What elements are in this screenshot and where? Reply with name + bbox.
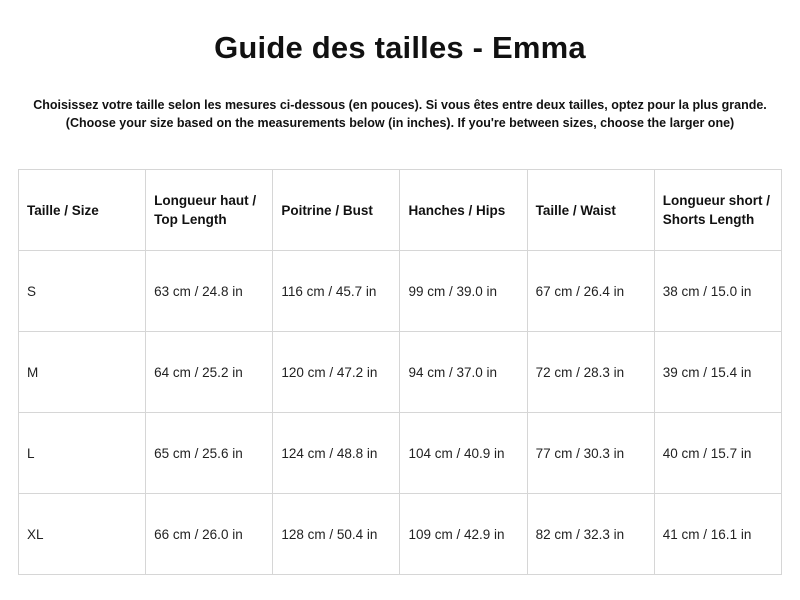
cell-top-length: 66 cm / 26.0 in [146, 494, 273, 575]
header-bust-label: Poitrine / Bust [281, 202, 373, 218]
header-top-length-line2: Top Length [154, 212, 227, 227]
header-bust [273, 170, 400, 251]
cell-waist: 82 cm / 32.3 in [527, 494, 654, 575]
cell-size: XL [19, 494, 146, 575]
header-waist [527, 170, 654, 251]
table-header-row [19, 170, 782, 251]
cell-hips: 99 cm / 39.0 in [400, 251, 527, 332]
cell-waist: 77 cm / 30.3 in [527, 413, 654, 494]
table-row [19, 413, 782, 494]
intro-french: Choisissez votre taille selon les mesures ci-dessous (en pouces). Si vous êtes entre deux tailles, optez pour la plus grande. [33, 98, 767, 112]
cell-size: M [19, 332, 146, 413]
cell-waist: 72 cm / 28.3 in [527, 332, 654, 413]
header-shorts-length-line2: Shorts Length [662, 212, 755, 227]
header-hips-label: Hanches / Hips [408, 202, 506, 218]
cell-top-length: 65 cm / 25.6 in [146, 413, 273, 494]
cell-top-length: 64 cm / 25.2 in [146, 332, 273, 413]
cell-shorts-length: 39 cm / 15.4 in [654, 332, 781, 413]
table-row [19, 332, 782, 413]
header-size-label: Taille / Size [27, 202, 99, 218]
size-chart-table [18, 169, 782, 575]
cell-shorts-length: 40 cm / 15.7 in [654, 413, 781, 494]
cell-waist: 67 cm / 26.4 in [527, 251, 654, 332]
cell-bust: 116 cm / 45.7 in [273, 251, 400, 332]
header-top-length [146, 170, 273, 251]
header-shorts-length-line1: Longueur short / [662, 193, 771, 208]
header-top-length-line1: Longueur haut / [154, 193, 257, 208]
cell-hips: 109 cm / 42.9 in [400, 494, 527, 575]
intro-english: (Choose your size based on the measurements below (in inches). If you're between sizes, choose the larger one) [65, 116, 735, 130]
cell-hips: 94 cm / 37.0 in [400, 332, 527, 413]
header-shorts-length [654, 170, 781, 251]
page-title: Guide des tailles - Emma [214, 30, 586, 65]
cell-size: S [19, 251, 146, 332]
cell-shorts-length: 38 cm / 15.0 in [654, 251, 781, 332]
cell-size: L [19, 413, 146, 494]
cell-top-length: 63 cm / 24.8 in [146, 251, 273, 332]
header-size [19, 170, 146, 251]
cell-bust: 120 cm / 47.2 in [273, 332, 400, 413]
table-row [19, 251, 782, 332]
cell-hips: 104 cm / 40.9 in [400, 413, 527, 494]
cell-shorts-length: 41 cm / 16.1 in [654, 494, 781, 575]
cell-bust: 128 cm / 50.4 in [273, 494, 400, 575]
cell-bust: 124 cm / 48.8 in [273, 413, 400, 494]
table-row [19, 494, 782, 575]
intro-text [0, 96, 800, 132]
header-waist-label: Taille / Waist [535, 202, 616, 218]
header-hips [400, 170, 527, 251]
